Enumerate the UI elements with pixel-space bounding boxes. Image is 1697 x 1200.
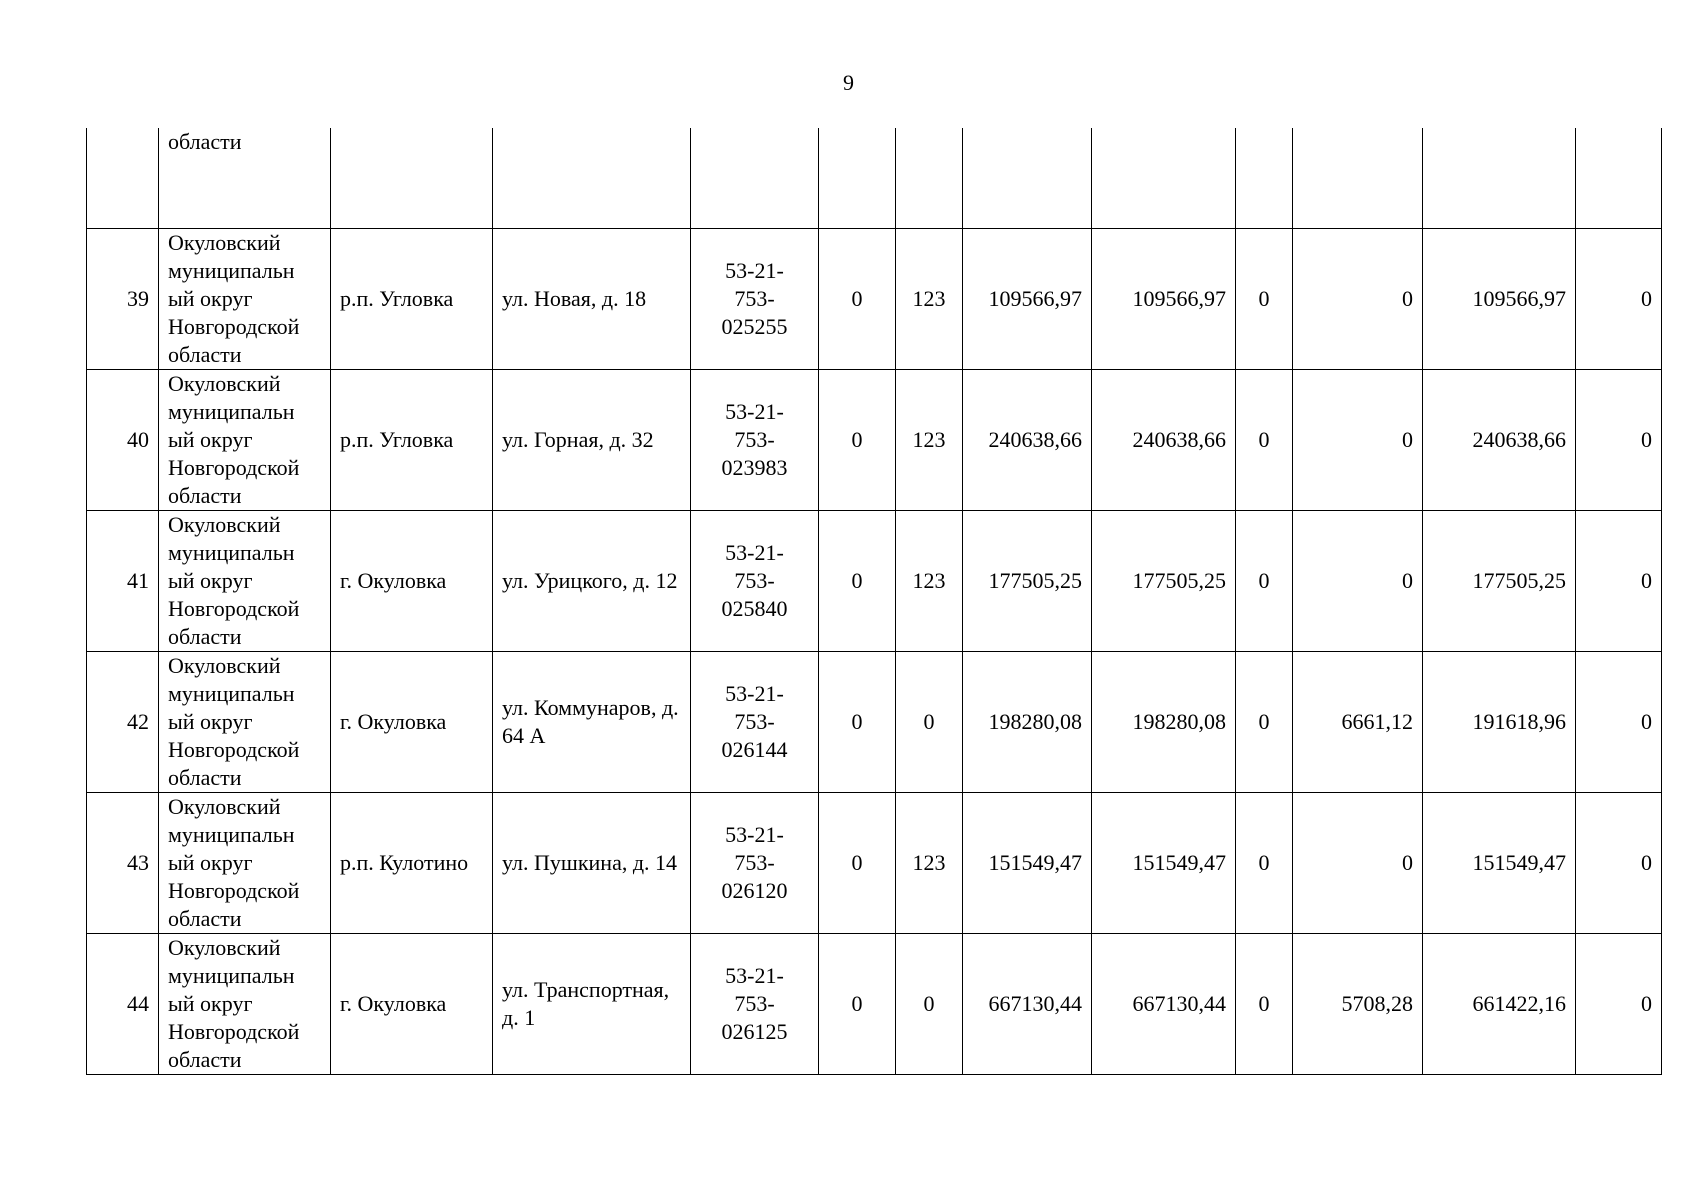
cell-col13: 0 bbox=[1576, 792, 1662, 933]
cell-code-line: 753- bbox=[734, 426, 775, 452]
cell-col6: 0 bbox=[819, 369, 896, 510]
cell-col6: 0 bbox=[819, 510, 896, 651]
cell-district-line: Окуловский bbox=[168, 652, 281, 678]
cell-settlement: р.п. Угловка bbox=[331, 369, 493, 510]
cell-district-line: муниципальн bbox=[168, 821, 295, 847]
cell-code-line: 53-21- bbox=[725, 680, 784, 706]
cell-col13: 0 bbox=[1576, 933, 1662, 1074]
cell-col8: 109566,97 bbox=[963, 228, 1092, 369]
cell-col11: 6661,12 bbox=[1293, 651, 1423, 792]
cell-number: 41 bbox=[87, 510, 159, 651]
cell-col9: 151549,47 bbox=[1092, 792, 1236, 933]
cell-col11: 0 bbox=[1293, 228, 1423, 369]
cell-code-line: 025255 bbox=[721, 313, 788, 339]
cell-settlement: г. Окуловка bbox=[331, 651, 493, 792]
cell-col10 bbox=[1236, 128, 1293, 228]
cell-district-line: Новгородской bbox=[168, 313, 300, 339]
cell-code-line: 753- bbox=[734, 708, 775, 734]
cell-col6: 0 bbox=[819, 651, 896, 792]
cell-number: 44 bbox=[87, 933, 159, 1074]
cell-district-line: области bbox=[168, 482, 242, 508]
cell-col7: 0 bbox=[896, 651, 963, 792]
cell-district-line: области bbox=[168, 764, 242, 790]
cell-district-line: области bbox=[168, 1046, 242, 1072]
cell-district-line: области bbox=[168, 341, 242, 367]
cell-col12 bbox=[1423, 128, 1576, 228]
cell-col12: 177505,25 bbox=[1423, 510, 1576, 651]
cell-code-line: 53-21- bbox=[725, 821, 784, 847]
cell-district-line: области bbox=[168, 905, 242, 931]
cell-district-line: Окуловский bbox=[168, 229, 281, 255]
table-row bbox=[87, 792, 1662, 933]
cell-district bbox=[159, 369, 331, 510]
cell-code bbox=[691, 128, 819, 228]
cell-number: 42 bbox=[87, 651, 159, 792]
cell-col7: 0 bbox=[896, 933, 963, 1074]
cell-settlement: р.п. Угловка bbox=[331, 228, 493, 369]
cell-col12: 191618,96 bbox=[1423, 651, 1576, 792]
cell-col10: 0 bbox=[1236, 933, 1293, 1074]
cell-district-line: Новгородской bbox=[168, 736, 300, 762]
cell-col7: 123 bbox=[896, 792, 963, 933]
cell-district-line: Окуловский bbox=[168, 934, 281, 960]
cell-code-line: 53-21- bbox=[725, 962, 784, 988]
cell-code-line: 023983 bbox=[721, 454, 788, 480]
cell-col7: 123 bbox=[896, 510, 963, 651]
cell-code-line: 753- bbox=[734, 990, 775, 1016]
cell-code-line: 53-21- bbox=[725, 257, 784, 283]
cell-district-line: ый округ bbox=[168, 285, 253, 311]
cell-address: ул. Транспортная, д. 1 bbox=[493, 933, 691, 1074]
cell-col9: 240638,66 bbox=[1092, 369, 1236, 510]
cell-district-line: Новгородской bbox=[168, 454, 300, 480]
cell-district-line: Новгородской bbox=[168, 877, 300, 903]
cell-col9: 109566,97 bbox=[1092, 228, 1236, 369]
cell-col10: 0 bbox=[1236, 228, 1293, 369]
cell-code-line: 026144 bbox=[721, 736, 788, 762]
cell-col12: 109566,97 bbox=[1423, 228, 1576, 369]
table-row bbox=[87, 228, 1662, 369]
cell-code bbox=[691, 369, 819, 510]
cell-district: области bbox=[159, 128, 331, 228]
cell-col10: 0 bbox=[1236, 792, 1293, 933]
cell-col11: 0 bbox=[1293, 792, 1423, 933]
cell-col6 bbox=[819, 128, 896, 228]
cell-col8 bbox=[963, 128, 1092, 228]
cell-district-line: Новгородской bbox=[168, 1018, 300, 1044]
cell-col12: 151549,47 bbox=[1423, 792, 1576, 933]
cell-code bbox=[691, 651, 819, 792]
cell-col13: 0 bbox=[1576, 228, 1662, 369]
cell-district-line: муниципальн bbox=[168, 539, 295, 565]
cell-col11: 5708,28 bbox=[1293, 933, 1423, 1074]
cell-col6: 0 bbox=[819, 792, 896, 933]
cell-settlement: г. Окуловка bbox=[331, 933, 493, 1074]
cell-code-line: 53-21- bbox=[725, 539, 784, 565]
cell-district-line: ый округ bbox=[168, 708, 253, 734]
cell-address: ул. Урицкого, д. 12 bbox=[493, 510, 691, 651]
cell-code bbox=[691, 228, 819, 369]
cell-col8: 240638,66 bbox=[963, 369, 1092, 510]
cell-district-line: Окуловский bbox=[168, 370, 281, 396]
cell-col11 bbox=[1293, 128, 1423, 228]
cell-col12: 661422,16 bbox=[1423, 933, 1576, 1074]
cell-address bbox=[493, 128, 691, 228]
table-row bbox=[87, 933, 1662, 1074]
cell-col8: 667130,44 bbox=[963, 933, 1092, 1074]
cell-col13: 0 bbox=[1576, 651, 1662, 792]
cell-col7: 123 bbox=[896, 228, 963, 369]
cell-col8: 151549,47 bbox=[963, 792, 1092, 933]
cell-code-line: 026125 bbox=[721, 1018, 788, 1044]
cell-district-line: Окуловский bbox=[168, 793, 281, 819]
cell-number bbox=[87, 128, 159, 228]
page-number: 9 bbox=[843, 70, 854, 95]
cell-col11: 0 bbox=[1293, 510, 1423, 651]
cell-col12: 240638,66 bbox=[1423, 369, 1576, 510]
cell-district-line: муниципальн bbox=[168, 680, 295, 706]
cell-col9: 198280,08 bbox=[1092, 651, 1236, 792]
cell-col6: 0 bbox=[819, 228, 896, 369]
cell-district-line: ый округ bbox=[168, 849, 253, 875]
cell-code-line: 753- bbox=[734, 849, 775, 875]
cell-address: ул. Горная, д. 32 bbox=[493, 369, 691, 510]
cell-col13: 0 bbox=[1576, 510, 1662, 651]
cell-district-line: ый округ bbox=[168, 567, 253, 593]
cell-district bbox=[159, 933, 331, 1074]
cell-code bbox=[691, 933, 819, 1074]
cell-col10: 0 bbox=[1236, 369, 1293, 510]
cell-district-line: области bbox=[168, 623, 242, 649]
cell-settlement bbox=[331, 128, 493, 228]
cell-col11: 0 bbox=[1293, 369, 1423, 510]
cell-code bbox=[691, 510, 819, 651]
cell-address: ул. Коммунаров, д. 64 А bbox=[493, 651, 691, 792]
cell-settlement: р.п. Кулотино bbox=[331, 792, 493, 933]
cell-district-line: муниципальн bbox=[168, 962, 295, 988]
cell-number: 43 bbox=[87, 792, 159, 933]
cell-district bbox=[159, 510, 331, 651]
housing-table bbox=[86, 128, 1662, 1075]
table-row bbox=[87, 510, 1662, 651]
table-row bbox=[87, 369, 1662, 510]
cell-number: 40 bbox=[87, 369, 159, 510]
cell-settlement: г. Окуловка bbox=[331, 510, 493, 651]
cell-district bbox=[159, 651, 331, 792]
cell-col10: 0 bbox=[1236, 651, 1293, 792]
cell-col8: 198280,08 bbox=[963, 651, 1092, 792]
cell-district-line: Новгородской bbox=[168, 595, 300, 621]
cell-district-line: муниципальн bbox=[168, 398, 295, 424]
cell-district bbox=[159, 228, 331, 369]
cell-col6: 0 bbox=[819, 933, 896, 1074]
cell-district bbox=[159, 792, 331, 933]
cell-col10: 0 bbox=[1236, 510, 1293, 651]
table-row bbox=[87, 651, 1662, 792]
cell-col7: 123 bbox=[896, 369, 963, 510]
cell-number: 39 bbox=[87, 228, 159, 369]
cell-col9 bbox=[1092, 128, 1236, 228]
cell-code-line: 753- bbox=[734, 285, 775, 311]
cell-code bbox=[691, 792, 819, 933]
cell-col8: 177505,25 bbox=[963, 510, 1092, 651]
table-row-continued bbox=[87, 128, 1662, 228]
cell-code-line: 025840 bbox=[721, 595, 788, 621]
cell-col7 bbox=[896, 128, 963, 228]
cell-col9: 667130,44 bbox=[1092, 933, 1236, 1074]
cell-code-line: 026120 bbox=[721, 877, 788, 903]
cell-col13: 0 bbox=[1576, 369, 1662, 510]
table-body bbox=[87, 128, 1662, 1074]
cell-col9: 177505,25 bbox=[1092, 510, 1236, 651]
cell-col13 bbox=[1576, 128, 1662, 228]
cell-district-line: муниципальн bbox=[168, 257, 295, 283]
cell-district-line: ый округ bbox=[168, 426, 253, 452]
cell-district-line: Окуловский bbox=[168, 511, 281, 537]
cell-district-line: ый округ bbox=[168, 990, 253, 1016]
cell-code-line: 53-21- bbox=[725, 398, 784, 424]
cell-code-line: 753- bbox=[734, 567, 775, 593]
cell-address: ул. Новая, д. 18 bbox=[493, 228, 691, 369]
cell-address: ул. Пушкина, д. 14 bbox=[493, 792, 691, 933]
